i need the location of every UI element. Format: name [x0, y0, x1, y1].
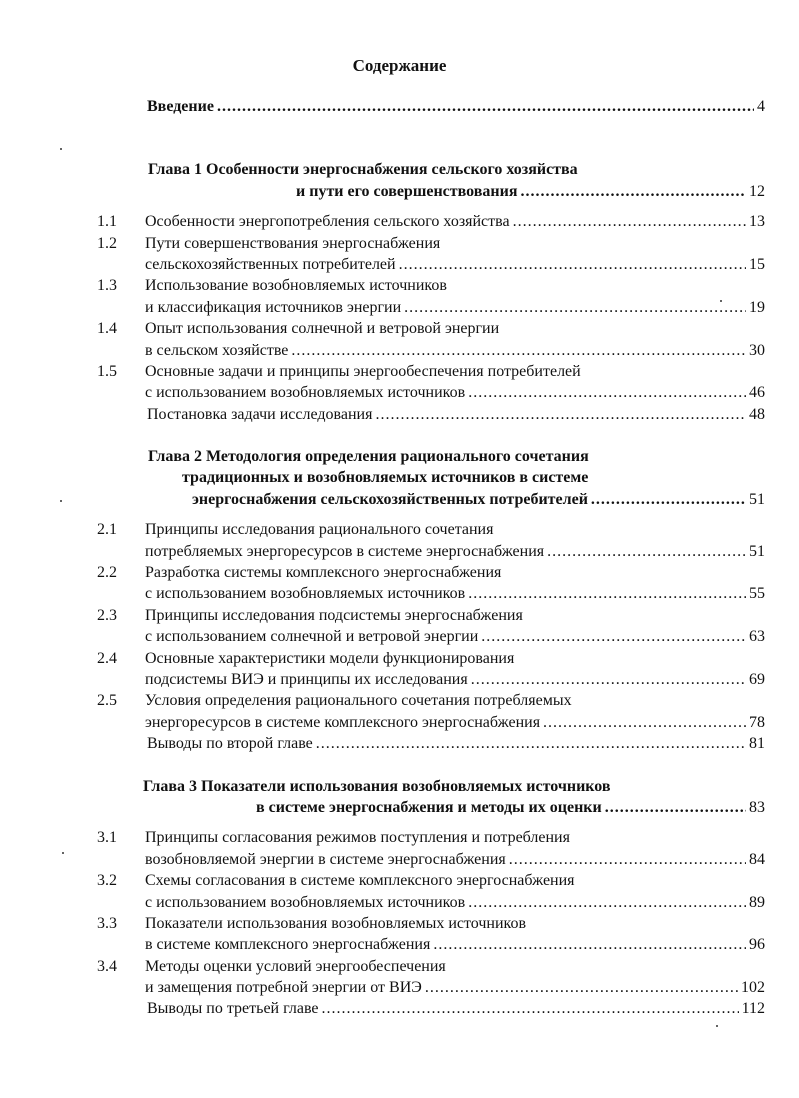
section-number: 2.2 — [97, 564, 117, 582]
toc-line — [0, 541, 799, 562]
toc-line — [0, 934, 799, 955]
section-title: энергоресурсов в системе комплексного энергоснабжения — [145, 713, 541, 731]
toc-line — [0, 648, 799, 669]
dot-leader — [316, 733, 746, 754]
toc-entry — [0, 361, 799, 404]
toc-line — [0, 254, 799, 275]
section-title: и пути его совершенствования — [296, 182, 518, 200]
section-title: в системе комплексного энергоснабжения — [145, 936, 431, 954]
dot-leader — [513, 211, 746, 232]
section-title: с использованием солнечной и ветровой энергии — [145, 628, 479, 646]
page-number: 84 — [749, 850, 765, 868]
page-number: 96 — [749, 936, 765, 954]
scan-speck — [720, 300, 722, 302]
toc-line — [0, 712, 799, 733]
page-title: Содержание — [352, 56, 447, 75]
scan-speck — [62, 852, 64, 854]
section-number: 3.4 — [97, 957, 117, 975]
toc-line — [0, 870, 799, 891]
toc-chapter — [0, 776, 799, 819]
dot-leader — [425, 977, 738, 998]
toc-line — [0, 605, 799, 626]
section-number: 2.4 — [97, 649, 117, 667]
dot-leader — [291, 340, 746, 361]
page-number: 69 — [749, 670, 765, 688]
toc-line — [0, 733, 799, 754]
section-title: традиционных и возобновляемых источников в системе — [182, 469, 589, 487]
toc-line — [0, 892, 799, 913]
section-title: Пути совершенствования энергоснабжения — [145, 234, 441, 252]
toc-entry — [0, 233, 799, 276]
toc-line — [0, 489, 799, 510]
section-title: Условия определения рационального сочетания потребляемых — [145, 692, 572, 710]
toc-line — [0, 275, 799, 296]
section-title: энергоснабжения сельскохозяйственных потребителей — [192, 490, 588, 508]
dot-leader — [399, 254, 746, 275]
toc-entry — [0, 519, 799, 562]
page-number: 83 — [749, 798, 765, 816]
toc-line — [0, 519, 799, 540]
toc-line — [0, 233, 799, 254]
section-number: 1.1 — [97, 213, 117, 231]
toc-line — [0, 404, 799, 425]
toc-line — [0, 211, 799, 232]
dot-leader — [404, 297, 746, 318]
page-number: 51 — [749, 490, 765, 508]
section-title: в системе энергоснабжения и методы их оценки — [256, 798, 602, 816]
dot-leader — [468, 892, 746, 913]
section-title: сельскохозяйственных потребителей — [145, 255, 396, 273]
dot-leader — [547, 541, 746, 562]
section-title: Особенности энергопотребления сельского хозяйства — [145, 213, 510, 231]
toc-line — [0, 361, 799, 382]
section-number: 2.1 — [97, 521, 117, 539]
toc-entry — [0, 913, 799, 956]
dot-leader — [468, 583, 746, 604]
toc-line — [0, 583, 799, 604]
section-number: 3.3 — [97, 914, 117, 932]
toc-line — [0, 998, 799, 1019]
page-number: 30 — [749, 341, 765, 359]
section-number: 1.3 — [97, 277, 117, 295]
toc-entry — [0, 690, 799, 733]
toc-line — [0, 562, 799, 583]
section-title: Выводы по третьей главе — [147, 1000, 319, 1018]
section-number: 1.4 — [97, 320, 117, 338]
section-title: Принципы согласования режимов поступления и потребления — [145, 829, 570, 847]
section-title: и замещения потребной энергии от ВИЭ — [145, 979, 422, 997]
section-title: Введение — [147, 98, 214, 115]
toc-line — [0, 181, 799, 202]
page-number: 4 — [757, 98, 765, 115]
scan-speck — [60, 148, 62, 150]
dot-leader — [520, 181, 746, 202]
section-title: Опыт использования солнечной и ветровой энергии — [145, 320, 500, 338]
toc-entry — [0, 605, 799, 648]
dot-leader — [543, 712, 746, 733]
toc-entry — [0, 275, 799, 318]
dot-leader — [471, 669, 746, 690]
section-title: Постановка задачи исследования — [147, 405, 373, 423]
section-number: 2.3 — [97, 606, 117, 624]
page-number: 89 — [749, 893, 765, 911]
section-title: Разработка системы комплексного энергоснабжения — [145, 564, 502, 582]
section-title: Выводы по второй главе — [147, 735, 313, 753]
dot-leader — [481, 626, 746, 647]
toc-entry — [0, 827, 799, 870]
section-title: и классификация источников энергии — [145, 298, 402, 316]
toc-line — [0, 977, 799, 998]
page-number: 51 — [749, 542, 765, 560]
page-number: 63 — [749, 628, 765, 646]
dot-leader — [509, 849, 746, 870]
toc-entry — [0, 998, 799, 1019]
section-title: подсистемы ВИЭ и принципы их исследования — [145, 670, 468, 688]
section-title: с использованием возобновляемых источников — [145, 585, 466, 603]
page-number: 48 — [749, 405, 765, 423]
section-number: 1.5 — [97, 362, 117, 380]
toc-line — [0, 446, 799, 467]
toc-line — [0, 382, 799, 403]
toc-entry — [0, 318, 799, 361]
toc-entry — [0, 956, 799, 999]
section-title: в сельском хозяйстве — [145, 341, 289, 359]
dot-leader — [605, 797, 746, 818]
toc-chapter — [0, 159, 799, 202]
section-title: Использование возобновляемых источников — [145, 277, 447, 295]
toc-line — [0, 297, 799, 318]
dot-leader — [433, 934, 746, 955]
section-title: Принципы исследования подсистемы энергоснабжения — [145, 606, 523, 624]
toc-entry — [0, 870, 799, 913]
toc-line — [0, 797, 799, 818]
toc-line — [0, 669, 799, 690]
section-title: с использованием возобновляемых источников — [145, 384, 466, 402]
toc-line — [0, 776, 799, 797]
toc-line — [0, 690, 799, 711]
toc-entry — [0, 562, 799, 605]
section-title: Схемы согласования в системе комплексного энергоснабжения — [145, 872, 575, 890]
dot-leader — [591, 489, 746, 510]
section-title: Основные задачи и принципы энергообеспечения потребителей — [145, 362, 581, 380]
toc-entry — [0, 733, 799, 754]
table-of-contents — [0, 96, 799, 1020]
toc-intro — [0, 96, 799, 117]
toc-entry — [0, 648, 799, 691]
toc-line — [0, 913, 799, 934]
dot-leader — [375, 404, 746, 425]
scan-speck — [716, 1025, 718, 1027]
section-title: возобновляемой энергии в системе энергоснабжения — [145, 850, 506, 868]
page-number: 55 — [749, 585, 765, 603]
section-title: Показатели использования возобновляемых источников — [145, 914, 527, 932]
dot-leader — [468, 382, 746, 403]
toc-entry — [0, 211, 799, 232]
page-number: 81 — [749, 735, 765, 753]
page-number: 12 — [749, 182, 765, 200]
section-number: 1.2 — [97, 234, 117, 252]
section-title: с использованием возобновляемых источников — [145, 893, 466, 911]
toc-line — [0, 96, 799, 117]
page-number: 13 — [749, 213, 765, 231]
section-title: Глава 3 Показатели использования возобновляемых источников — [143, 777, 611, 795]
dot-leader — [217, 96, 754, 117]
toc-line — [0, 956, 799, 977]
page-number: 112 — [741, 1000, 765, 1018]
toc-line — [0, 318, 799, 339]
page-number: 46 — [749, 384, 765, 402]
toc-line — [0, 340, 799, 361]
toc-line — [0, 626, 799, 647]
toc-chapter — [0, 446, 799, 510]
section-title: Глава 2 Методология определения рационального сочетания — [148, 448, 589, 466]
section-number: 2.5 — [97, 692, 117, 710]
toc-line — [0, 827, 799, 848]
section-title: потребляемых энергоресурсов в системе энергоснабжения — [145, 542, 545, 560]
toc-line — [0, 467, 799, 488]
toc-line — [0, 849, 799, 870]
page-number: 19 — [749, 298, 765, 316]
section-number: 3.2 — [97, 872, 117, 890]
section-title: Основные характеристики модели функционирования — [145, 649, 515, 667]
page-number: 102 — [741, 979, 765, 997]
page-number: 78 — [749, 713, 765, 731]
dot-leader — [322, 998, 739, 1019]
section-title: Принципы исследования рационального сочетания — [145, 521, 494, 539]
section-title: Глава 1 Особенности энергоснабжения сельского хозяйства — [148, 161, 578, 179]
page-number: 15 — [749, 255, 765, 273]
toc-entry — [0, 404, 799, 425]
toc-line — [0, 159, 799, 180]
section-number: 3.1 — [97, 829, 117, 847]
scan-speck — [60, 500, 62, 502]
section-title: Методы оценки условий энергообеспечения — [145, 957, 446, 975]
